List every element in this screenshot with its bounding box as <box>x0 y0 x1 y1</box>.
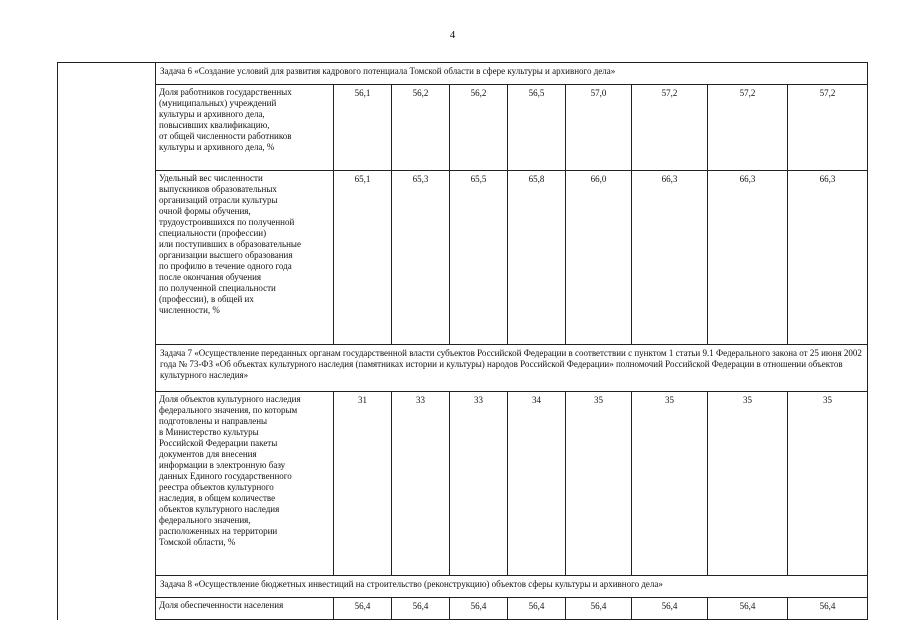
value-cell: 31 <box>334 392 392 576</box>
table-row <box>58 85 868 171</box>
task-title: Задача 7 «Осуществление переданных органам государственной власти субъектов Российской Федерации в соответствии с пунктом 1 статьи 9.1 Федерального закона от 25 июня 2002 года № 73-ФЗ «Об объектах культурного наследия (памятниках истории и культуры) народов Российской Федерации» полномочий Российской Федерации в отношении объектов культурного наследия» <box>156 345 868 392</box>
value-cell: 56,5 <box>508 85 566 171</box>
value-cell: 34 <box>508 392 566 576</box>
value-cell: 57,2 <box>632 85 708 171</box>
value-cell: 33 <box>450 392 508 576</box>
value-cell: 35 <box>708 392 788 576</box>
table-row <box>58 598 868 620</box>
value-cell: 66,0 <box>566 171 632 345</box>
value-cell: 56,4 <box>566 598 632 620</box>
indicator-name: Доля объектов культурного наследия федерального значения, по которым подготовлены и направлены в Министерство культуры Российской Федерации пакеты документов для внесения информации в электронную базу данных Единого государственного реестра объектов культурного наследия, в общем количестве объектов культурного наследия федерального значения, расположенных на территории Томской области, % <box>156 392 334 576</box>
task-title: Задача 6 «Создание условий для развития кадрового потенциала Томской области в сфере культуры и архивного дела» <box>156 63 868 85</box>
value-cell: 65,8 <box>508 171 566 345</box>
value-cell: 56,4 <box>392 598 450 620</box>
table-row <box>58 171 868 345</box>
task-title: Задача 8 «Осуществление бюджетных инвестиций на строительство (реконструкцию) объектов сферы культуры и архивного дела» <box>156 576 868 598</box>
value-cell: 65,5 <box>450 171 508 345</box>
value-cell: 56,4 <box>508 598 566 620</box>
value-cell: 65,1 <box>334 171 392 345</box>
value-cell: 56,4 <box>450 598 508 620</box>
value-cell: 35 <box>788 392 868 576</box>
value-cell: 56,2 <box>450 85 508 171</box>
indicator-name: Доля работников государственных (муниципальных) учреждений культуры и архивного дела, повысивших квалификацию, от общей численности работников культуры и архивного дела, % <box>156 85 334 171</box>
value-cell: 65,3 <box>392 171 450 345</box>
task-row <box>58 576 868 598</box>
value-cell: 35 <box>632 392 708 576</box>
value-cell: 33 <box>392 392 450 576</box>
indicator-name: Удельный вес численности выпускников образовательных организаций отрасли культуры очной формы обучения, трудоустроившихся по полученной специальности (профессии) или поступивших в образовательные организации высшего образования по профилю в течение одного года после окончания обучения по полученной специальности (профессии), в общей их численности, % <box>156 171 334 345</box>
value-cell: 57,2 <box>708 85 788 171</box>
indicator-name: Доля обеспеченности населения <box>156 598 334 620</box>
task-row <box>58 345 868 392</box>
table-row <box>58 392 868 576</box>
left-column-cell <box>58 63 156 620</box>
value-cell: 56,4 <box>788 598 868 620</box>
task-row <box>58 63 868 85</box>
value-cell: 56,4 <box>632 598 708 620</box>
value-cell: 57,2 <box>788 85 868 171</box>
value-cell: 56,4 <box>334 598 392 620</box>
value-cell: 57,0 <box>566 85 632 171</box>
value-cell: 66,3 <box>632 171 708 345</box>
value-cell: 56,2 <box>392 85 450 171</box>
value-cell: 66,3 <box>708 171 788 345</box>
value-cell: 56,1 <box>334 85 392 171</box>
value-cell: 66,3 <box>788 171 868 345</box>
value-cell: 35 <box>566 392 632 576</box>
page-number: 4 <box>449 29 456 41</box>
value-cell: 56,4 <box>708 598 788 620</box>
indicators-table <box>57 62 868 620</box>
